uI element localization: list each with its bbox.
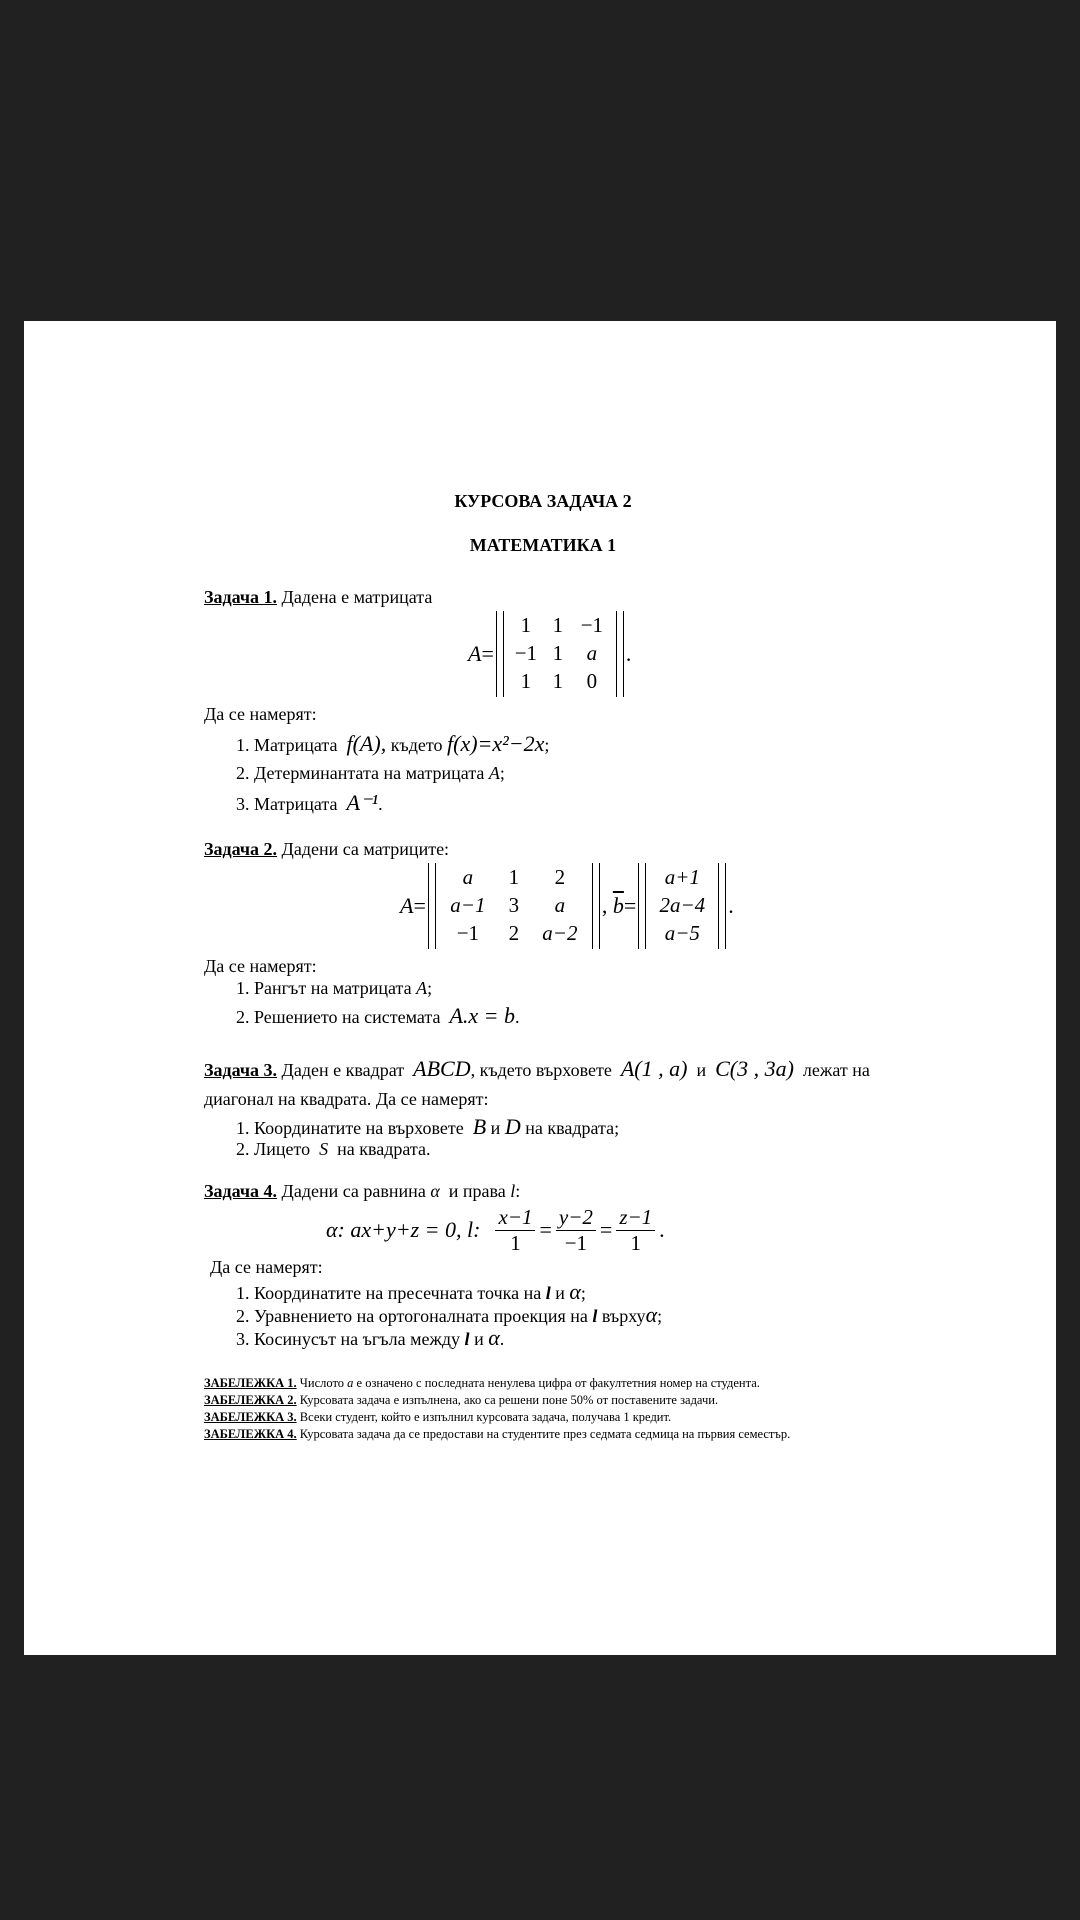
- task3-item-2: 2. Лицето S на квадрата.: [236, 1139, 431, 1159]
- task4-item-1: 1. Координатите на пресечната точка на l и α;: [236, 1279, 586, 1304]
- task2-item-2: 2. Решението на системата A.x = b.: [236, 1003, 520, 1028]
- task1-matrix-equation: A = 1 1 −1 −1 1 a 1 1 0 .: [468, 611, 631, 697]
- task1.matrix-cell: 0: [586, 669, 598, 694]
- task1-item-1: 1. Матрицата f(A), където f(x)=x²−2x;: [236, 731, 550, 756]
- task4-label: Задача 4.: [204, 1181, 278, 1201]
- task1.matrix-cell: 1: [552, 641, 564, 666]
- fraction-y: $\frac{y-2}{-1}$: [556, 1205, 596, 1256]
- task2.matrix-cell: 2: [508, 921, 520, 946]
- task1-matrix: [494, 611, 626, 697]
- task1-find: Да се намерят:: [204, 704, 317, 724]
- task1.matrix-cell: a: [586, 641, 598, 666]
- task3-text: диагонал на квадрата. Да се намерят:: [204, 1089, 489, 1109]
- task2.vector-cell: 2a−4: [659, 893, 706, 918]
- task1.matrix-cell: 1: [520, 669, 532, 694]
- task2.matrix-cell: −1: [456, 921, 480, 946]
- task2-vector: [636, 863, 728, 949]
- task2.matrix-cell: 2: [554, 865, 566, 889]
- note-4: ЗАБЕЛЕЖКА 4. Курсовата задача да се предостави на студентите през седмата седмица на първия семестър.: [204, 1427, 791, 1441]
- task1-matrix-name: A: [468, 640, 482, 666]
- fraction-x: $\frac{x-1}{1}$: [495, 1205, 535, 1256]
- task2.matrix-cell: a−2: [542, 921, 578, 946]
- task2-matrix-name: A: [400, 892, 414, 918]
- task2.matrix-cell: a: [554, 893, 566, 918]
- task2-heading: [204, 839, 449, 861]
- task2-find: Да се намерят:: [204, 956, 317, 976]
- task2.matrix-cell: a: [462, 865, 474, 889]
- task2-matrix-equation: A = a 1 2 a−1 3 a −1 2 a−2 , $\overline{b}$ = a+1 2a−4 a−5 .: [400, 863, 734, 949]
- task2-intro: Дадени са матриците:: [281, 839, 450, 859]
- document-page: [24, 321, 1056, 1655]
- note-1: ЗАБЕЛЕЖКА 1. Числото a е означено с последната ненулева цифра от факултетния номер на студента.: [204, 1376, 760, 1390]
- note-3: ЗАБЕЛЕЖКА 3. Всеки студент, който е изпълнил курсовата задача, получава 1 кредит.: [204, 1410, 672, 1424]
- task4-equations: α: ax+y+z = 0, l: $\frac{x-1}{1}$ = $\frac{y-2}{-1}$ = $\frac{z-1}{1}$ .: [326, 1205, 665, 1256]
- task2.matrix-cell: a−1: [450, 893, 486, 918]
- task3-item-1: 1. Координатите на върховете B и D на квадрата;: [236, 1114, 620, 1139]
- plane-equation: α: ax+y+z = 0,: [326, 1217, 462, 1243]
- task4-item-3: 3. Косинусът на ъгъла между l и α.: [236, 1325, 505, 1350]
- task2.vector-cell: a+1: [664, 865, 700, 889]
- task1-item-3: 3. Матрицата A⁻¹.: [236, 790, 383, 815]
- task2-matrix: [426, 863, 602, 949]
- task3-heading: Задача 3. Даден е квадрат ABCD, където върховете A(1 , a) и C(3 , 3a) лежат на: [204, 1056, 870, 1081]
- task2-item-1: 1. Рангът на матрицата A;: [236, 978, 433, 998]
- task1-label: Задача 1.: [204, 587, 278, 607]
- task1.matrix-cell: 1: [520, 613, 532, 637]
- note-2: ЗАБЕЛЕЖКА 2. Курсовата задача е изпълнена, ако са решени поне 50% от поставените задачи.: [204, 1393, 719, 1407]
- task1.matrix-cell: −1: [514, 641, 538, 666]
- task2.matrix-cell: 3: [508, 893, 520, 918]
- task2.vector-cell: a−5: [664, 921, 700, 946]
- task4-item-2: 2. Уравнението на ортогоналната проекция на l върхуα;: [236, 1302, 663, 1327]
- task2-label: Задача 2.: [204, 839, 278, 859]
- task1-intro: Дадена е матрицата: [281, 587, 433, 607]
- task2.matrix-cell: 1: [508, 865, 520, 889]
- task2-vector-name: $\overline{b}$: [612, 892, 624, 918]
- task4-find: Да се намерят:: [210, 1257, 323, 1277]
- task1.matrix-cell: 1: [552, 669, 564, 694]
- task3-label: Задача 3.: [204, 1060, 278, 1080]
- fraction-z: $\frac{z-1}{1}$: [616, 1205, 655, 1256]
- notes-section: [204, 1375, 790, 1443]
- line-label: l:: [467, 1217, 481, 1243]
- task1-item-2: 2. Детерминантата на матрицата A;: [236, 763, 505, 783]
- task1.matrix-cell: −1: [580, 613, 604, 637]
- task1.matrix-cell: 1: [552, 613, 564, 637]
- task4-heading: Задача 4. Дадени са равнина α и права l:: [204, 1181, 521, 1201]
- task1-heading: [204, 587, 432, 609]
- document-title: КУРСОВА ЗАДАЧА 2: [454, 491, 632, 511]
- document-subject: МАТЕМАТИКА 1: [469, 535, 617, 555]
